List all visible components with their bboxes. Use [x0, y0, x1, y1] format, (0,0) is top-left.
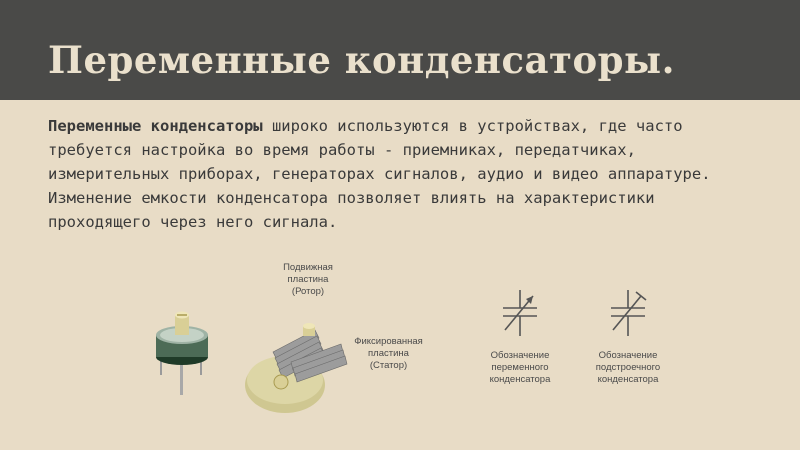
- variable-label-line: переменного: [491, 362, 549, 373]
- stator-label: [346, 336, 431, 372]
- body-bold-term: Переменные конденсаторы: [48, 117, 263, 135]
- trimmer-capacitor-illustration: [150, 305, 220, 400]
- rotor-label: [268, 262, 348, 298]
- trimmer-label-line: Обозначение: [598, 350, 658, 361]
- trimmer-label-line: конденсатора: [597, 374, 659, 385]
- variable-label-line: конденсатора: [489, 374, 551, 385]
- rotor-label-line: Подвижная: [283, 262, 333, 273]
- rotor-label-line: пластина: [287, 274, 329, 285]
- rotor-label-line: (Ротор): [291, 286, 325, 297]
- body-description: широко используются в устройствах, где часто требуется настройка во время работы - приемниках, передатчиках, измерительных приборах, генераторах сигналов, аудио и видео аппаратуре. Изменение емкости конденсатора позволяет влиять на характеристики проходящего через него сигнала.: [48, 117, 711, 231]
- trimmer-capacitor-label: [578, 350, 678, 386]
- slide-title: Переменные конденсаторы.: [48, 38, 675, 82]
- variable-capacitor-label: [472, 350, 568, 386]
- stator-label-line: пластина: [368, 348, 409, 359]
- trimmer-label-line: подстроечного: [595, 362, 661, 373]
- variable-capacitor-symbol-icon: [495, 288, 545, 338]
- slide-body-text: [48, 114, 748, 234]
- variable-label-line: Обозначение: [490, 350, 550, 361]
- stator-label-line: Фиксированная: [354, 336, 423, 347]
- trimmer-capacitor-symbol-icon: [603, 288, 653, 338]
- stator-label-line: (Статор): [369, 360, 408, 371]
